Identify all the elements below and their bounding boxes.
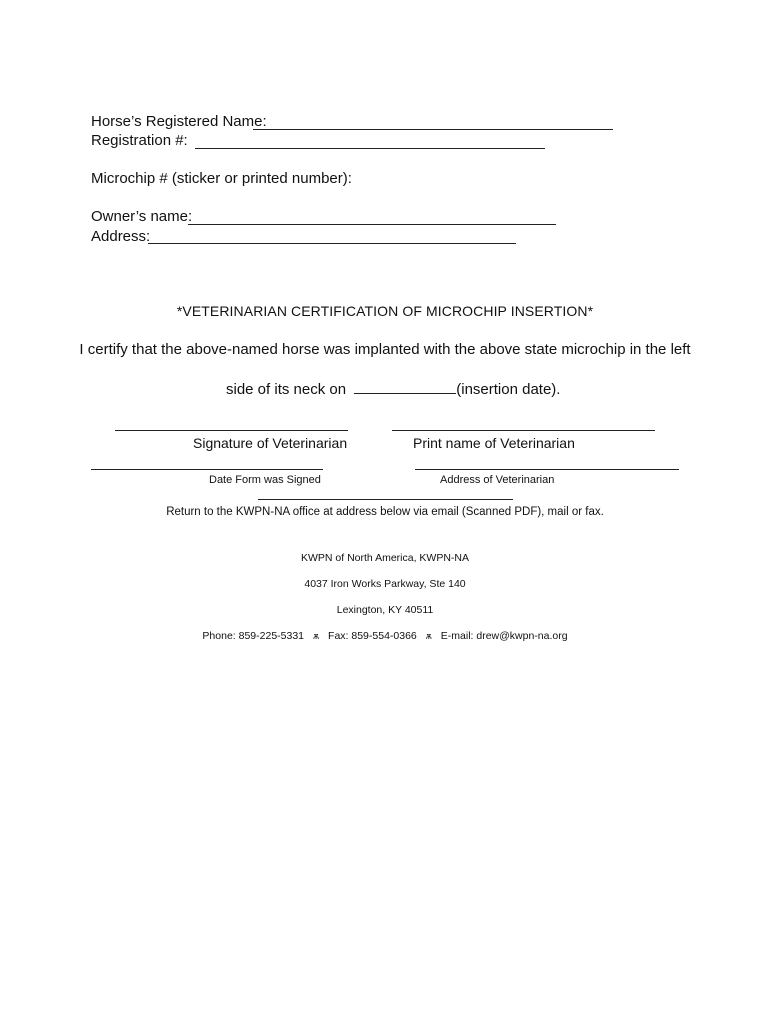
print-name-label: Print name of Veterinarian [413, 435, 575, 451]
certification-heading: *VETERINARIAN CERTIFICATION OF MICROCHIP INSERTION* [176, 303, 594, 319]
print-name-blank[interactable] [392, 430, 655, 431]
statement-prefix: side of its neck on [226, 381, 347, 398]
date-signed-blank[interactable] [91, 469, 323, 470]
registration-field [91, 132, 188, 149]
owner-blank[interactable] [188, 224, 556, 225]
vet-address-label: Address of Veterinarian [440, 474, 555, 486]
microchip-field [91, 170, 352, 187]
office-email[interactable]: E-mail: drew@kwpn-na.org [440, 630, 568, 642]
office-phone: Phone: 859-225-5331 [202, 630, 305, 642]
horse-name-field [91, 113, 267, 130]
office-contact-line [0, 630, 770, 642]
registration-blank[interactable] [195, 148, 545, 149]
office-street: 4037 Iron Works Parkway, Ste 140 [304, 578, 466, 590]
statement-suffix: (insertion date). [456, 381, 561, 398]
office-fax: Fax: 859-554-0366 [328, 630, 417, 642]
separator-icon: ѫ [312, 631, 320, 641]
address-blank[interactable] [148, 243, 516, 244]
registration-label: Registration #: [91, 132, 188, 149]
certification-statement-line1: I certify that the above-named horse was implanted with the above state microchip in the left [79, 341, 691, 358]
separator-icon: ѫ [425, 631, 432, 641]
certification-statement-line2 [226, 379, 560, 398]
horse-name-label: Horse’s Registered Name: [91, 113, 267, 130]
date-signed-label: Date Form was Signed [209, 474, 321, 486]
vet-address-blank[interactable] [415, 469, 679, 470]
owner-field [91, 208, 192, 225]
return-note: Return to the KWPN-NA office at address below via email (Scanned PDF), mail or fax. [166, 506, 604, 518]
return-divider [258, 499, 513, 500]
microchip-label: Microchip # (sticker or printed number): [91, 170, 352, 187]
signature-blank[interactable] [115, 430, 348, 431]
address-field [91, 228, 150, 245]
office-city: Lexington, KY 40511 [336, 604, 434, 616]
horse-name-blank[interactable] [253, 129, 613, 130]
office-name: KWPN of North America, KWPN-NA [300, 552, 470, 564]
insertion-date-blank[interactable] [354, 379, 456, 394]
signature-label: Signature of Veterinarian [193, 435, 348, 451]
owner-label: Owner’s name: [91, 208, 193, 225]
address-label: Address: [91, 228, 151, 245]
